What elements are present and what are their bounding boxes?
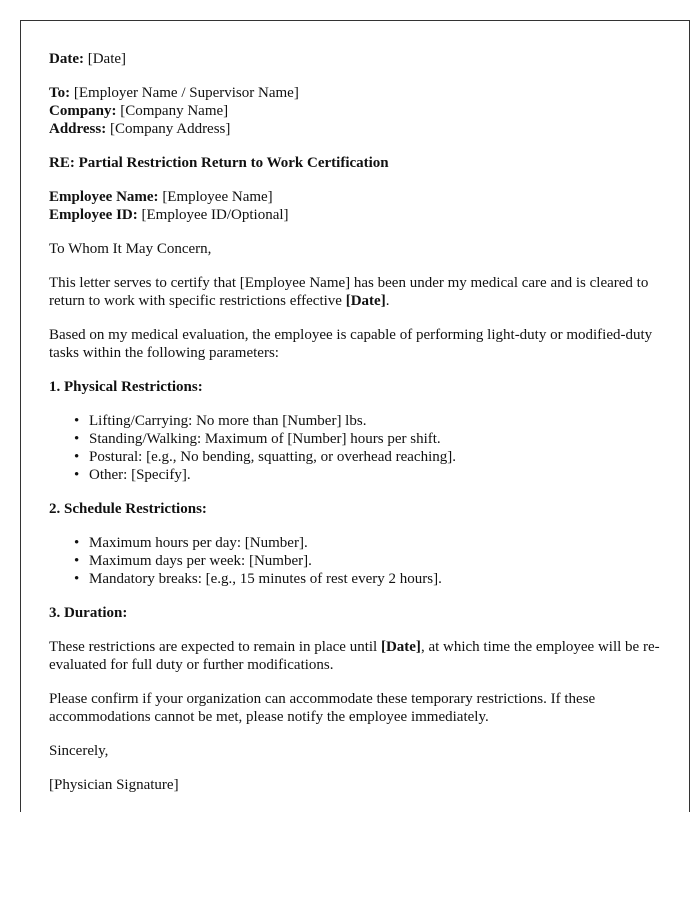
employee-name-value: [Employee Name] xyxy=(162,189,273,205)
employee-name-label: Employee Name: xyxy=(49,189,159,205)
subject-line xyxy=(49,154,661,172)
list-item xyxy=(74,466,661,484)
date-value: [Date] xyxy=(87,51,127,67)
list-item xyxy=(74,412,661,430)
letter-document xyxy=(20,20,690,812)
company-label: Company: xyxy=(49,103,117,119)
list-item xyxy=(74,448,661,466)
section-heading-schedule: 2. Schedule Restrictions: xyxy=(49,501,207,517)
employee-id-label: Employee ID: xyxy=(49,207,138,223)
employee-id-line xyxy=(49,206,661,224)
bullet-icon: • xyxy=(74,467,80,483)
employee-name-line xyxy=(49,188,661,206)
list-item-text: Maximum hours per day: [Number]. xyxy=(89,535,308,551)
company-line xyxy=(49,102,661,120)
employee-id-value: [Employee ID/Optional] xyxy=(141,207,289,223)
evaluation-paragraph: Based on my medical evaluation, the employee is capable of performing light-duty or modified-duty tasks within the following parameters: xyxy=(49,327,653,361)
duration-text: These restrictions are expected to remain in place until xyxy=(49,639,381,655)
list-item-text: Mandatory breaks: [e.g., 15 minutes of rest every 2 hours]. xyxy=(89,571,442,587)
end-date: [Date] xyxy=(380,639,421,655)
list-item-text: Standing/Walking: Maximum of [Number] hours per shift. xyxy=(89,431,441,447)
list-item-text: Other: [Specify]. xyxy=(89,467,191,483)
address-label: Address: xyxy=(49,121,107,137)
certification-text: This letter serves to certify that [Employee Name] has been under my medical care and is cleared to return to work with specific restrictions effective xyxy=(49,275,649,309)
salutation: To Whom It May Concern, xyxy=(49,241,212,257)
closing: Sincerely, xyxy=(49,743,109,759)
to-value: [Employer Name / Supervisor Name] xyxy=(73,85,299,101)
to-line xyxy=(49,84,661,102)
address-line xyxy=(49,120,661,138)
list-item xyxy=(74,552,661,570)
date-line xyxy=(49,50,661,68)
physical-restrictions-list xyxy=(49,412,661,484)
bullet-icon: • xyxy=(74,553,80,569)
certification-paragraph xyxy=(49,274,661,310)
section-heading-duration: 3. Duration: xyxy=(49,605,128,621)
company-value: [Company Name] xyxy=(120,103,229,119)
schedule-restrictions-list xyxy=(49,534,661,588)
bullet-icon: • xyxy=(74,413,80,429)
to-label: To: xyxy=(49,85,71,101)
recipient-block xyxy=(49,84,661,138)
duration-paragraph xyxy=(49,638,661,674)
duration-text-end: , at which time the employee will be re-evaluated for full duty or further modifications. xyxy=(49,639,660,673)
employee-block xyxy=(49,188,661,224)
effective-date: [Date] xyxy=(345,293,386,309)
bullet-icon: • xyxy=(74,449,80,465)
list-item-text: Maximum days per week: [Number]. xyxy=(89,553,312,569)
list-item-text: Lifting/Carrying: No more than [Number] lbs. xyxy=(89,413,367,429)
bullet-icon: • xyxy=(74,431,80,447)
list-item xyxy=(74,570,661,588)
address-value: [Company Address] xyxy=(109,121,231,137)
subject-text: RE: Partial Restriction Return to Work Certification xyxy=(49,155,389,171)
list-item-text: Postural: [e.g., No bending, squatting, or overhead reaching]. xyxy=(89,449,456,465)
confirm-paragraph: Please confirm if your organization can accommodate these temporary restrictions. If these accommodations cannot be met, please notify the employee immediately. xyxy=(49,691,596,725)
date-label: Date: xyxy=(49,51,84,67)
list-item xyxy=(74,534,661,552)
bullet-icon: • xyxy=(74,535,80,551)
certification-period: . xyxy=(385,293,390,309)
bullet-icon: • xyxy=(74,571,80,587)
list-item xyxy=(74,430,661,448)
section-heading-physical: 1. Physical Restrictions: xyxy=(49,379,203,395)
physician-signature: [Physician Signature] xyxy=(49,777,179,793)
